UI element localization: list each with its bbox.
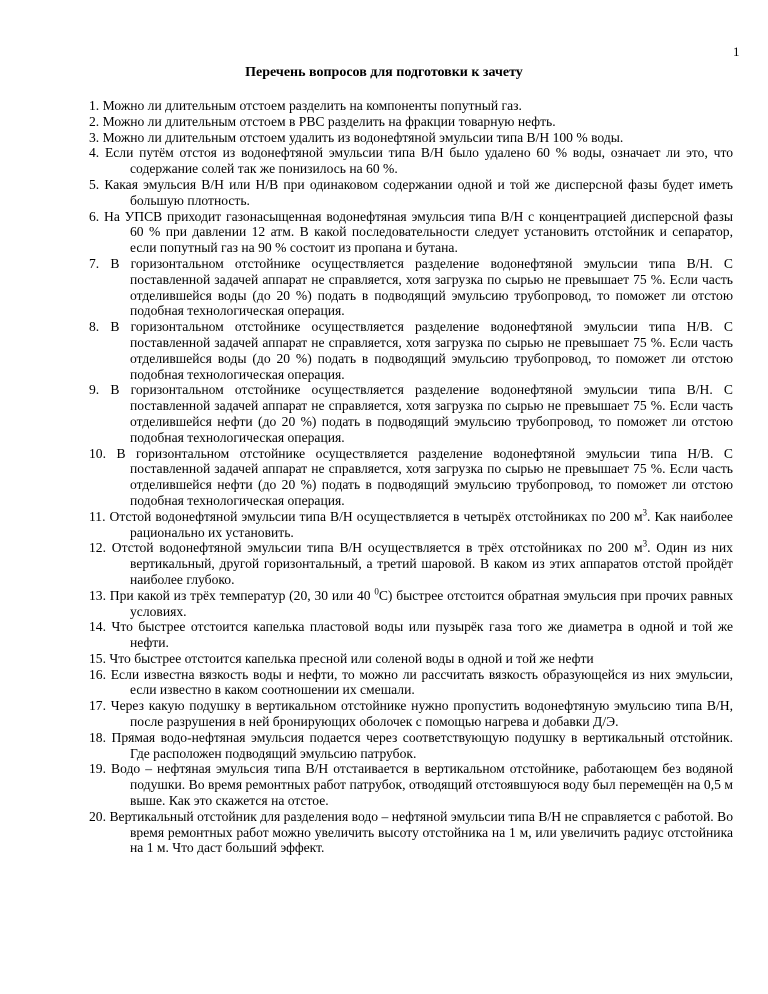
question-item [89,319,733,382]
question-item [89,698,733,730]
question-text: Какая эмульсия В/Н или Н/В при одинаковом содержании одной и той же дисперсной фазы будет иметь большую плотность. [104,176,733,208]
superscript: 3 [642,507,648,518]
question-item [89,588,733,620]
question-item [89,114,733,130]
question-number: 15. [89,650,106,666]
question-text: Через какую подушку в вертикальном отстойнике нужно пропустить водонефтяную эмульсию типа В/Н, после разрушения в ней бронирующих оболочек с помощью нагрева и добавки Д/Э. [110,698,733,730]
question-item [89,619,733,651]
question-text: Отстой водонефтяной эмульсии типа В/Н осуществляется в четырёх отстойниках по 200 м [109,508,643,524]
question-number: 6. [89,208,100,224]
question-item [89,446,733,509]
question-item [89,667,733,699]
question-text: Если известна вязкость воды и нефти, то можно ли рассчитать вязкость образующейся из них эмульсии, если известно в каком соотношении их смешали. [110,666,733,698]
question-number: 18. [89,729,106,745]
question-number: 8. [89,319,100,335]
question-text-after: С) быстрее отстоится обратная эмульсия при прочих равных условиях. [130,587,733,619]
question-item [89,145,733,177]
question-item [89,130,733,146]
question-item [89,730,733,762]
question-number: 19. [89,761,106,777]
question-text: Что быстрее отстоится капелька пластовой воды или пузырёк газа того же диаметра в одной и той же нефти. [111,619,734,651]
question-number: 14. [89,619,106,635]
question-number: 5. [89,176,100,192]
question-number: 9. [89,382,100,398]
question-text: Если путём отстоя из водонефтяной эмульсии типа В/Н было удалено 60 % воды, означает ли это, что содержание солей так же понизилось на 60 %. [104,145,734,177]
question-item [89,651,733,667]
superscript: 3 [642,538,648,549]
question-text: В горизонтальном отстойнике осуществляется разделение водонефтяной эмульсии типа Н/В. С поставленной задачей аппарат не справляется, хотя загрузка по сырью не превышает 75 %. Если часть отделившейся воды (до 20 %) подать в подводящий эмульсию трубопровод, то поможет ли отстою подобная технологическая операция. [110,319,733,382]
question-text-after: . Один из них вертикальный, другой горизонтальный, а третий шаровой. В каком из этих аппаратов отстой пройдёт наиболее глубоко. [130,540,733,587]
question-number: 16. [89,666,106,682]
question-text: Можно ли длительным отстоем в РВС разделить на фракции товарную нефть. [102,113,556,129]
question-item [89,98,733,114]
question-item [89,382,733,445]
question-number: 7. [89,255,100,271]
question-text: Прямая водо-нефтяная эмульсия подается через соответствующую подушку в вертикальный отстойник. Где расположен подводящий эмульсию патрубок. [111,729,733,761]
question-item [89,509,733,541]
question-text: Вертикальный отстойник для разделения водо – нефтяной эмульсии типа В/Н не справляется с работой. Во время ремонтных работ можно увеличить высоту отстойника на 1 м, или увеличить радиус отстойника на 1 м. Что даст больший эффект. [109,808,733,856]
question-number: 3. [89,129,100,145]
question-text: Что быстрее отстоится капелька пресной или соленой воды в одной и той же нефти [109,650,594,666]
question-number: 17. [89,698,106,714]
question-item [89,540,733,587]
question-item [89,209,733,256]
question-text: При какой из трёх температур (20, 30 или 40 [109,587,375,603]
question-number: 20. [89,808,106,824]
question-item [89,761,733,808]
question-text: Отстой водонефтяной эмульсии типа В/Н осуществляется в трёх отстойниках по 200 м [111,540,643,556]
question-text: Можно ли длительным отстоем разделить на компоненты попутный газ. [102,98,522,113]
question-item [89,809,733,856]
question-text: В горизонтальном отстойнике осуществляется разделение водонефтяной эмульсии типа Н/В. С поставленной задачей аппарат не справляется, хотя загрузка по сырью не превышает 75 %. Если часть отделившейся нефти (до 20 %) подать в подводящий эмульсию трубопровод, то поможет ли отстою подобная технологическая операция. [116,445,733,508]
question-text: Можно ли длительным отстоем удалить из водонефтяной эмульсии типа В/Н 100 % воды. [102,129,624,145]
question-number: 10. [89,445,106,461]
question-item [89,256,733,319]
question-number: 11. [89,508,106,524]
question-number: 13. [89,587,106,603]
document-title: Перечень вопросов для подготовки к зачету [245,65,523,80]
question-text: На УПСВ приходит газонасыщенная водонефтяная эмульсия типа В/Н с концентрацией дисперсной фазы 60 % при давлении 12 атм. В какой последовательности следует установить отстойник и сепаратор, если попутный газ на 90 % состоит из пропана и бутана. [104,208,733,256]
question-number: 2. [89,113,100,129]
question-text: В горизонтальном отстойнике осуществляется разделение водонефтяной эмульсии типа В/Н. С поставленной задачей аппарат не справляется, хотя загрузка по сырью не превышает 75 %. Если часть отделившейся воды (до 20 %) подать в подводящий эмульсию трубопровод, то поможет ли отстою подобная технологическая операция. [110,255,733,319]
superscript: 0 [374,586,379,597]
question-number: 4. [89,145,100,161]
question-number: 12. [89,540,106,556]
question-list [89,98,733,856]
question-item [89,177,733,209]
question-number: 1. [89,98,100,113]
question-text-after: . Как наиболее рационально их установить. [130,508,733,540]
question-text: Водо – нефтяная эмульсия типа В/Н отстаивается в вертикальном отстойнике, работающем без водяной подушки. Во время ремонтных работ патрубок, отводящий отстоявшуюся воду был перемещён на 0,5 м выше. Как это скажется на отстое. [111,761,733,809]
question-text: В горизонтальном отстойнике осуществляется разделение водонефтяной эмульсии типа В/Н. С поставленной задачей аппарат не справляется, хотя загрузка по сырью не превышает 75 %. Если часть отделившейся нефти (до 20 %) подать в подводящий эмульсию трубопровод, то поможет ли отстою подобная технологическая операция. [110,382,733,445]
page-number: 1 [733,44,740,59]
